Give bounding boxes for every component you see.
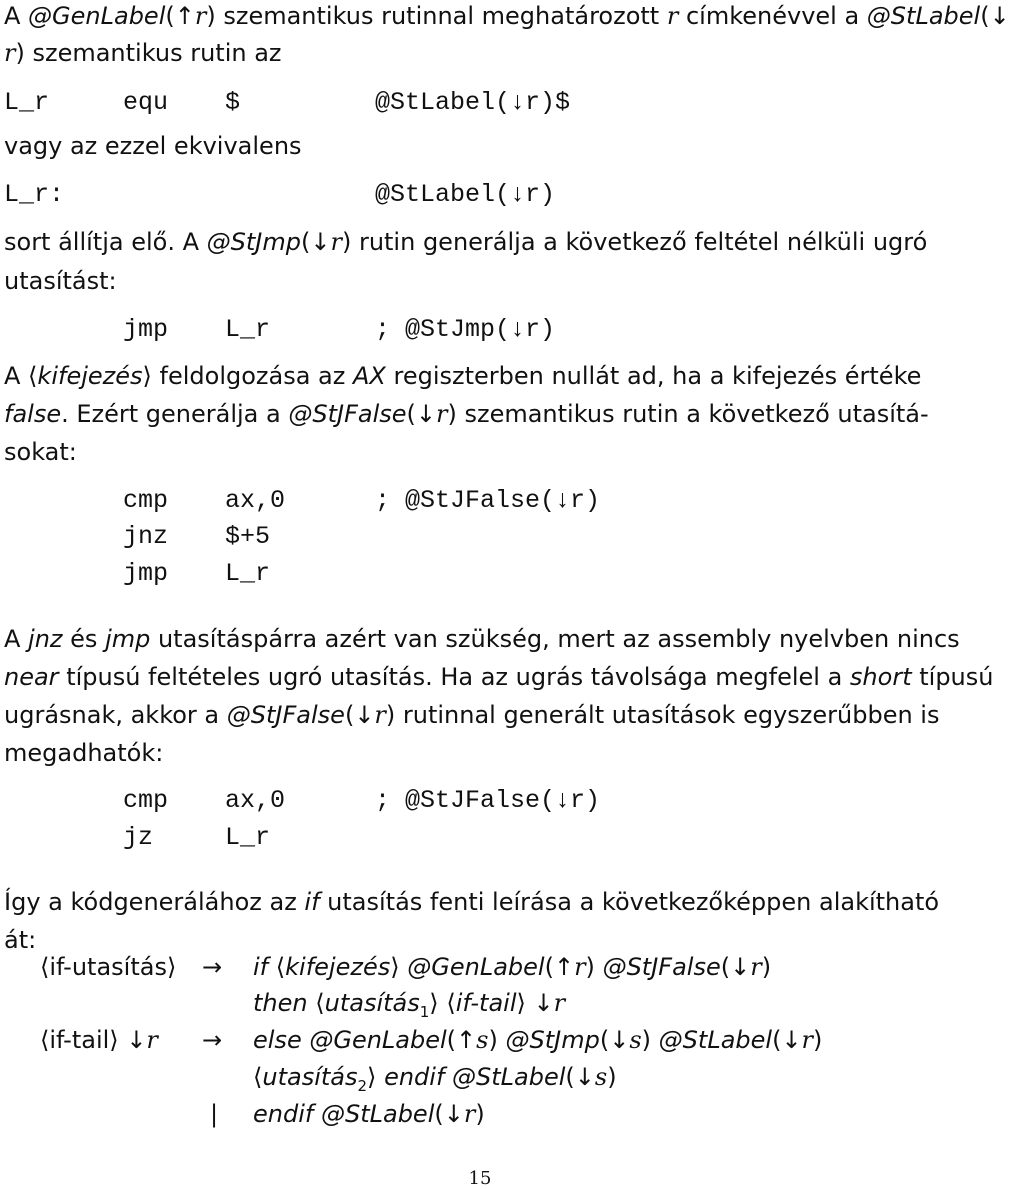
text: A — [4, 362, 29, 390]
math-r: r — [436, 400, 448, 428]
angle-open: ⟨ — [275, 953, 286, 981]
arrow-down-icon: ↓ — [730, 953, 751, 981]
angle-open: ⟨ — [40, 1026, 50, 1054]
paren: ( — [772, 1026, 782, 1054]
rewrite-arrow-icon: → — [202, 953, 223, 981]
code-line-jmp — [0, 317, 960, 345]
text: ) rutinnal generált utasítások egyszerűbben is — [385, 701, 940, 729]
intro-line-1 — [4, 4, 1010, 28]
code-label: L_r: — [4, 180, 65, 209]
code-comment: @StLabel(↓r)$ — [375, 88, 571, 117]
keyword-if: if — [253, 953, 269, 981]
stlabel-ref: @StLabel — [658, 1026, 773, 1054]
stjmp-ref: @StJmp — [206, 228, 301, 256]
code-comment: ; @StJmp(↓r) — [375, 315, 556, 344]
angle-close: ⟩ — [367, 1063, 377, 1091]
grammar-rule-2-rhs — [253, 1028, 822, 1052]
text: A — [4, 625, 29, 653]
code-comment: ; @StJFalse(↓r) — [375, 786, 601, 815]
arrow-down-icon: ↓ — [443, 1100, 464, 1128]
text: sort állítja elő. A — [4, 228, 207, 256]
stjfalse-ref: @StJFalse — [602, 953, 721, 981]
grammar-alt-bar — [210, 1102, 218, 1126]
angle-open: ⟨ — [40, 953, 50, 981]
grammar-arrow — [202, 955, 222, 979]
keyword-then: then — [253, 989, 308, 1017]
stlabel-ref: @StLabel — [452, 1063, 566, 1091]
angle-close: ⟩ — [142, 362, 152, 390]
code-arg: ax,0 — [225, 786, 286, 815]
nonterminal: if-tail — [455, 989, 517, 1017]
intro-line-2 — [4, 41, 282, 65]
text: ( — [406, 400, 416, 428]
paren: ( — [565, 1063, 575, 1091]
keyword-endif: endif — [253, 1100, 314, 1128]
math-s: s — [476, 1026, 489, 1054]
para1-line-2 — [4, 269, 117, 293]
paren: ) — [475, 1100, 485, 1128]
arrow-down-icon: ↓ — [781, 1026, 802, 1054]
text: utasításpárra azért van szükség, mert az assembly nyelvben nincs — [150, 625, 960, 653]
arrow-up-icon: ↑ — [553, 953, 575, 981]
text: ( — [165, 2, 175, 30]
text: feldolgozása az — [151, 362, 353, 390]
genlabel-ref: @GenLabel — [309, 1026, 447, 1054]
rewrite-arrow-icon: → — [202, 1026, 223, 1054]
code-op: cmp — [123, 486, 169, 515]
paren: ( — [446, 1026, 457, 1054]
keyword-endif: endif — [384, 1063, 445, 1091]
code-arg: $ — [225, 88, 241, 117]
alternative-bar: | — [210, 1100, 219, 1128]
math-r: r — [194, 2, 207, 30]
math-r: r — [666, 2, 679, 30]
genlabel-ref: @GenLabel — [407, 953, 545, 981]
text: ) szemantikus rutinnal meghatározott — [206, 2, 667, 30]
stlabel-ref: @StLabel — [320, 1100, 435, 1128]
para3-line-3 — [4, 703, 939, 727]
stjmp-ref: @StJmp — [505, 1026, 600, 1054]
para3-line-1 — [4, 627, 960, 651]
grammar-arrow — [202, 1028, 222, 1052]
text: ( — [300, 228, 311, 256]
code-row — [0, 524, 960, 552]
arrow-up-icon: ↑ — [456, 1026, 477, 1054]
subscript: 2 — [357, 1076, 368, 1095]
math-r: r — [374, 701, 386, 729]
nonterminal: kifejezés — [285, 953, 391, 981]
paren: ) — [641, 1026, 652, 1054]
angle-close: ⟩ — [390, 953, 400, 981]
subscript: 1 — [419, 1002, 430, 1021]
nonterminal: utasítás — [324, 989, 420, 1017]
keyword-if: if — [304, 888, 320, 916]
keyword-false: false — [4, 400, 62, 428]
text: vagy az ezzel ekvivalens — [4, 132, 302, 160]
math-r: r — [574, 953, 586, 981]
text: Így a kódgenerálához az — [4, 888, 305, 916]
nonterminal: if-utasítás — [49, 953, 167, 981]
code-line-colon — [0, 182, 960, 210]
keyword-jnz: jnz — [28, 625, 63, 653]
text: típusú — [911, 663, 994, 691]
paren: ( — [544, 953, 554, 981]
math-r: r — [146, 1026, 158, 1054]
math-r: r — [801, 1026, 814, 1054]
text: regiszterben nullát ad, ha a kifejezés értéke — [385, 362, 922, 390]
angle-open: ⟨ — [446, 989, 456, 1017]
paren: ) — [761, 953, 772, 981]
equiv-line — [4, 134, 302, 158]
angle-close: ⟩ — [109, 1026, 119, 1054]
text: ( — [344, 701, 355, 729]
paren: ( — [599, 1026, 610, 1054]
code-comment: @StLabel(↓r) — [375, 180, 556, 209]
angle-close: ⟩ — [166, 953, 177, 981]
code-op: jz — [123, 823, 154, 852]
page-number: 15 — [468, 1168, 492, 1189]
para4-line-2 — [4, 928, 36, 952]
code-arg: L_r — [225, 315, 271, 344]
code-arg: L_r — [225, 823, 271, 852]
angle-close: ⟩ — [429, 989, 439, 1017]
code-arg: L_r — [225, 559, 271, 588]
paren: ) — [488, 1026, 498, 1054]
angle-open: ⟨ — [28, 362, 38, 390]
arrow-up-icon: ↑ — [174, 2, 195, 30]
code-op: jmp — [123, 315, 169, 344]
para1-line-1 — [4, 230, 927, 254]
code-arg: $+5 — [225, 522, 271, 551]
code-op: jnz — [123, 522, 169, 551]
code-op: jmp — [123, 559, 169, 588]
code-row — [0, 788, 960, 816]
grammar-rule-2-alt — [253, 1102, 485, 1126]
code-row — [0, 488, 960, 516]
text: utasítást: — [4, 267, 117, 295]
text: és — [62, 625, 106, 653]
text: ( — [980, 2, 990, 30]
math-r: r — [463, 1100, 476, 1128]
paren: ) — [813, 1026, 823, 1054]
arrow-down-icon: ↓ — [533, 989, 554, 1017]
text: ) rutin generálja a következő feltétel nélküli ugró — [341, 228, 928, 256]
grammar-rule-1-rhs — [253, 955, 771, 979]
math-r: r — [553, 989, 566, 1017]
text: utasítás fenti leírása a következőképpen alakítható — [319, 888, 940, 916]
text: címkenévvel a — [678, 2, 867, 30]
angle-open: ⟨ — [253, 1063, 263, 1091]
arrow-down-icon: ↓ — [989, 2, 1010, 30]
stlabel-ref: @StLabel — [866, 2, 981, 30]
grammar-rule-1-lhs — [40, 955, 176, 979]
text: megadhatók: — [4, 739, 164, 767]
math-r: r — [330, 228, 342, 256]
text: típusú feltételes ugró utasítás. Ha az ugrás távolsága megfelel a — [58, 663, 850, 691]
arrow-down-icon: ↓ — [310, 228, 331, 256]
text: ) szemantikus rutin az — [15, 39, 282, 67]
text: . Ezért generálja a — [61, 400, 289, 428]
keyword-short: short — [849, 663, 912, 691]
nonterminal: if-tail — [49, 1026, 110, 1054]
paren: ) — [585, 953, 595, 981]
code-arg: ax,0 — [225, 486, 286, 515]
math-r: r — [750, 953, 762, 981]
code-label: L_r — [4, 88, 50, 117]
register-ax: AX — [352, 362, 386, 390]
code-op: cmp — [123, 786, 169, 815]
math-s: s — [594, 1063, 608, 1091]
arrow-down-icon: ↓ — [415, 400, 436, 428]
angle-close: ⟩ — [516, 989, 526, 1017]
stjfalse-ref: @StJFalse — [226, 701, 345, 729]
text: sokat: — [4, 438, 77, 466]
para2-line-2 — [4, 402, 929, 426]
angle-open: ⟨ — [315, 989, 325, 1017]
paren: ( — [720, 953, 731, 981]
text: át: — [4, 926, 37, 954]
keyword-near: near — [4, 663, 59, 691]
para2-line-3 — [4, 440, 77, 464]
text: A — [4, 2, 29, 30]
arrow-down-icon: ↓ — [354, 701, 375, 729]
para3-line-4 — [4, 741, 163, 765]
text: ugrásnak, akkor a — [4, 701, 227, 729]
arrow-down-icon: ↓ — [126, 1026, 147, 1054]
para4-line-1 — [4, 890, 939, 914]
math-r: r — [4, 39, 16, 67]
text: ) szemantikus rutin a következő utasítá- — [447, 400, 929, 428]
paren: ( — [434, 1100, 444, 1128]
keyword-else: else — [253, 1026, 302, 1054]
math-s: s — [629, 1026, 642, 1054]
code-row — [0, 561, 960, 589]
para3-line-2 — [4, 665, 993, 689]
para2-line-1 — [4, 364, 921, 388]
keyword-jmp: jmp — [105, 625, 151, 653]
arrow-down-icon: ↓ — [574, 1063, 595, 1091]
nonterminal: kifejezés — [37, 362, 143, 390]
paren: ) — [607, 1063, 617, 1091]
grammar-rule-2-lhs — [40, 1028, 158, 1052]
code-comment: ; @StJFalse(↓r) — [375, 486, 601, 515]
arrow-down-icon: ↓ — [609, 1026, 630, 1054]
code-line-equ — [0, 90, 960, 118]
stjfalse-ref: @StJFalse — [288, 400, 407, 428]
code-op: equ — [123, 88, 169, 117]
genlabel-ref: @GenLabel — [28, 2, 166, 30]
nonterminal: utasítás — [262, 1063, 358, 1091]
code-row — [0, 825, 960, 853]
grammar-rule-2-cont — [253, 1065, 617, 1094]
grammar-rule-1-cont — [253, 991, 565, 1020]
